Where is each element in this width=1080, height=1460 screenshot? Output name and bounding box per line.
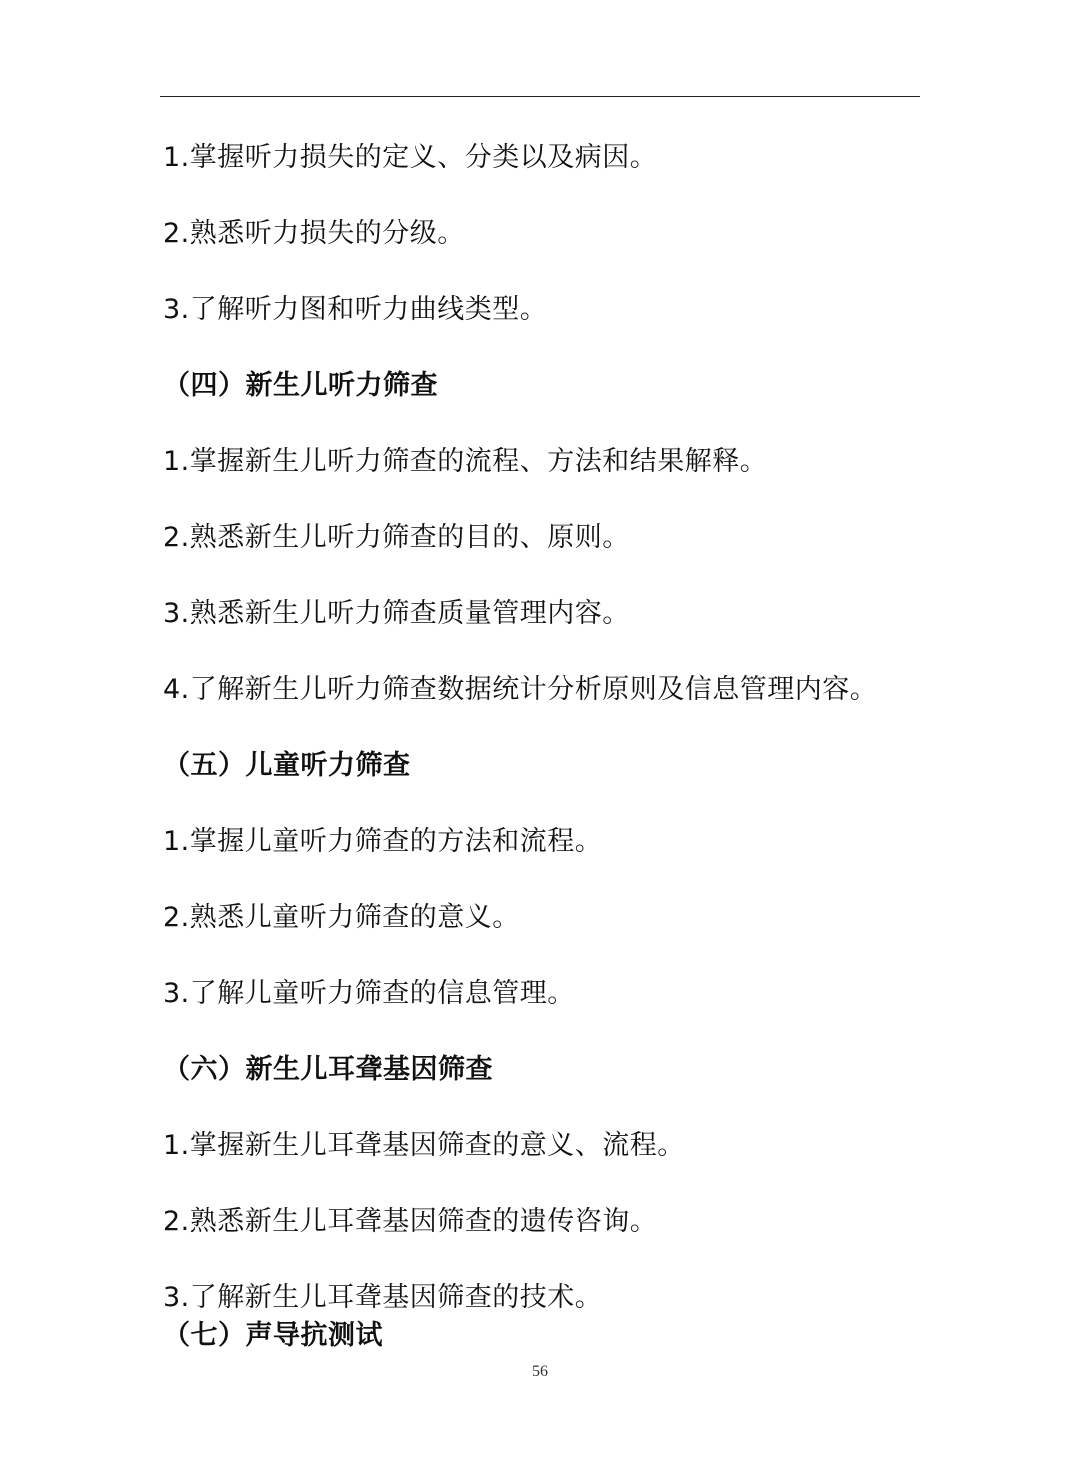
list-item: 1.掌握儿童听力筛查的方法和流程。 [163, 826, 603, 857]
list-item: 2.熟悉新生儿耳聋基因筛查的遗传咨询。 [163, 1206, 658, 1237]
list-item: 2.熟悉听力损失的分级。 [163, 218, 465, 249]
list-item: 3.了解儿童听力筛查的信息管理。 [163, 978, 575, 1009]
section-heading: （四）新生儿听力筛查 [163, 370, 438, 401]
list-item: 4.了解新生儿听力筛查数据统计分析原则及信息管理内容。 [163, 674, 878, 705]
section-heading: （六）新生儿耳聋基因筛查 [163, 1054, 493, 1085]
list-item: 3.了解新生儿耳聋基因筛查的技术。 [163, 1282, 603, 1313]
section-heading: （五）儿童听力筛查 [163, 750, 411, 781]
list-item: 2.熟悉儿童听力筛查的意义。 [163, 902, 520, 933]
section-heading: （七）声导抗测试 [163, 1320, 383, 1351]
list-item: 3.了解听力图和听力曲线类型。 [163, 294, 548, 325]
list-item: 2.熟悉新生儿听力筛查的目的、原则。 [163, 522, 630, 553]
list-item: 3.熟悉新生儿听力筛查质量管理内容。 [163, 598, 630, 629]
list-item: 1.掌握新生儿听力筛查的流程、方法和结果解释。 [163, 446, 768, 477]
list-item: 1.掌握听力损失的定义、分类以及病因。 [163, 142, 658, 173]
page-number: 56 [532, 1363, 548, 1380]
list-item: 1.掌握新生儿耳聋基因筛查的意义、流程。 [163, 1130, 685, 1161]
header-rule [160, 96, 920, 97]
